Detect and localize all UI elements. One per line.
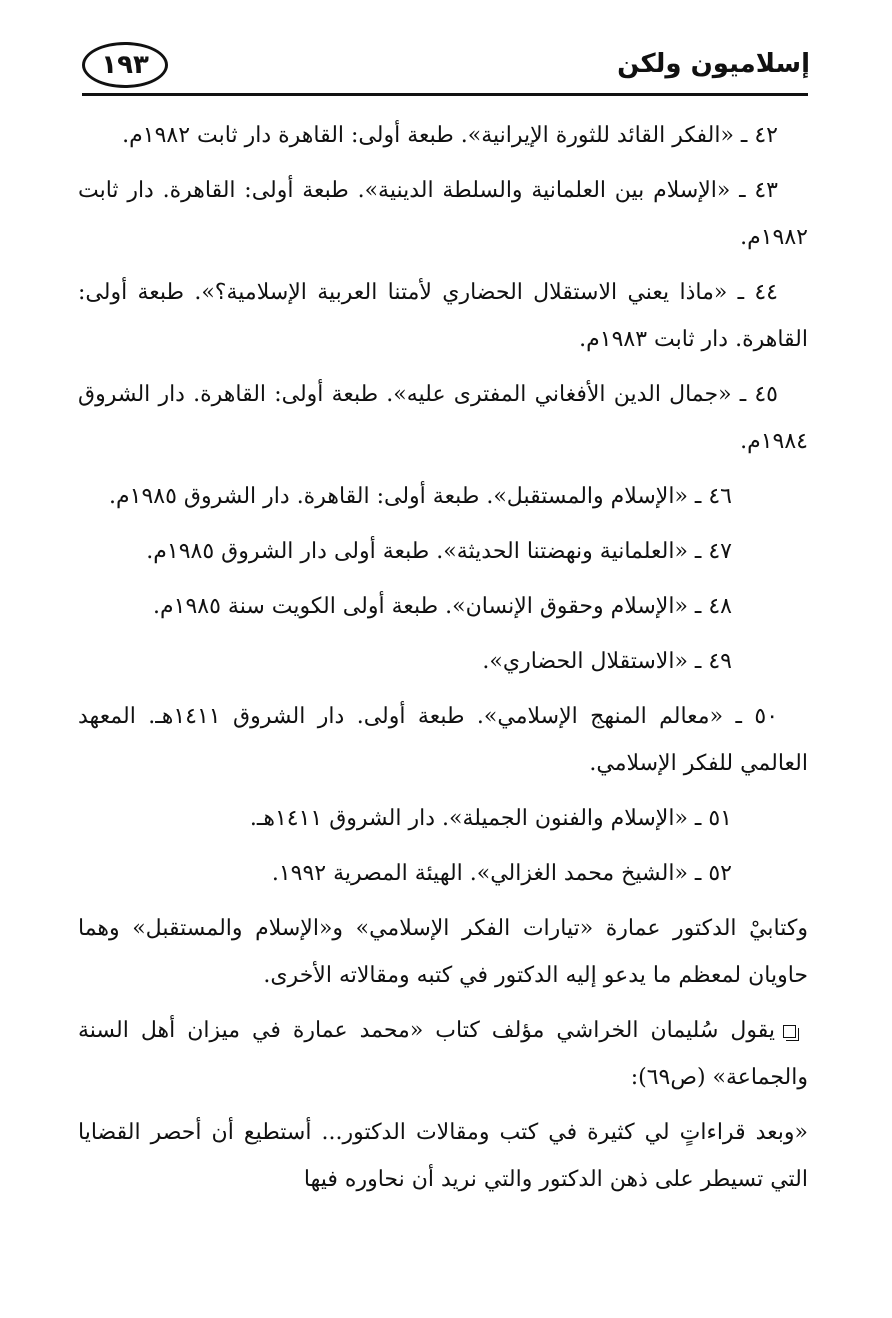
- bibliography-entry-50: ٥٠ ـ «معالم المنهج الإسلامي». طبعة أولى. دار الشروق ١٤١١هـ. المعهد العالمي للفكر الإسلامي.: [78, 704, 808, 776]
- bibliography-entry-48: ٤٨ ـ «الإسلام وحقوق الإنسان». طبعة أولى الكويت سنة ١٩٨٥م.: [153, 594, 732, 619]
- bibliography-entry-45: ٤٥ ـ «جمال الدين الأفغاني المفترى عليه». طبعة أولى: القاهرة. دار الشروق ١٩٨٤م.: [78, 382, 808, 454]
- bibliography-entry-43: ٤٣ ـ «الإسلام بين العلمانية والسلطة الدينية». طبعة أولى: القاهرة. دار ثابت ١٩٨٢م.: [78, 178, 808, 250]
- bibliography-entry-51: ٥١ ـ «الإسلام والفنون الجميلة». دار الشروق ١٤١١هـ.: [249, 806, 732, 831]
- header-divider: [82, 93, 808, 96]
- bibliography-entry-44: ٤٤ ـ «ماذا يعني الاستقلال الحضاري لأمتنا العربية الإسلامية؟». طبعة أولى: القاهرة. دار ثابت ١٩٨٣م.: [78, 280, 808, 352]
- note-marker-icon: [783, 1025, 796, 1038]
- bibliography-entry-46: ٤٦ ـ «الإسلام والمستقبل». طبعة أولى: القاهرة. دار الشروق ١٩٨٥م.: [109, 484, 732, 509]
- page-number: ١٩٣: [82, 42, 168, 88]
- quote-intro-text: يقول سُليمان الخراشي مؤلف كتاب «محمد عمارة في ميزان أهل السنة والجماعة» (ص٦٩):: [78, 1018, 808, 1090]
- page-body: [78, 112, 808, 1211]
- bibliography-entry-47: ٤٧ ـ «العلمانية ونهضتنا الحديثة». طبعة أولى دار الشروق ١٩٨٥م.: [146, 539, 732, 564]
- books-note-paragraph: وكتابيْ الدكتور عمارة «تيارات الفكر الإسلامي» و«الإسلام والمستقبل» وهما حاويان لمعظم ما يدعو إليه الدكتور في كتبه ومقالاته الأخرى.: [78, 916, 808, 988]
- quote-intro-paragraph: [78, 1007, 808, 1101]
- bibliography-entry-49: ٤٩ ـ «الاستقلال الحضاري».: [482, 649, 732, 674]
- bibliography-entry-52: ٥٢ ـ «الشيخ محمد الغزالي». الهيئة المصرية ١٩٩٢.: [271, 861, 732, 886]
- running-title: إسلاميون ولكن: [617, 49, 810, 79]
- bibliography-entry-42: ٤٢ ـ «الفكر القائد للثورة الإيرانية». طبعة أولى: القاهرة دار ثابت ١٩٨٢م.: [122, 123, 778, 148]
- quote-paragraph: «وبعد قراءاتٍ لي كثيرة في كتب ومقالات الدكتور... أستطيع أن أحصر القضايا التي تسيطر على ذهن الدكتور والتي نريد أن نحاوره فيها: [78, 1120, 808, 1192]
